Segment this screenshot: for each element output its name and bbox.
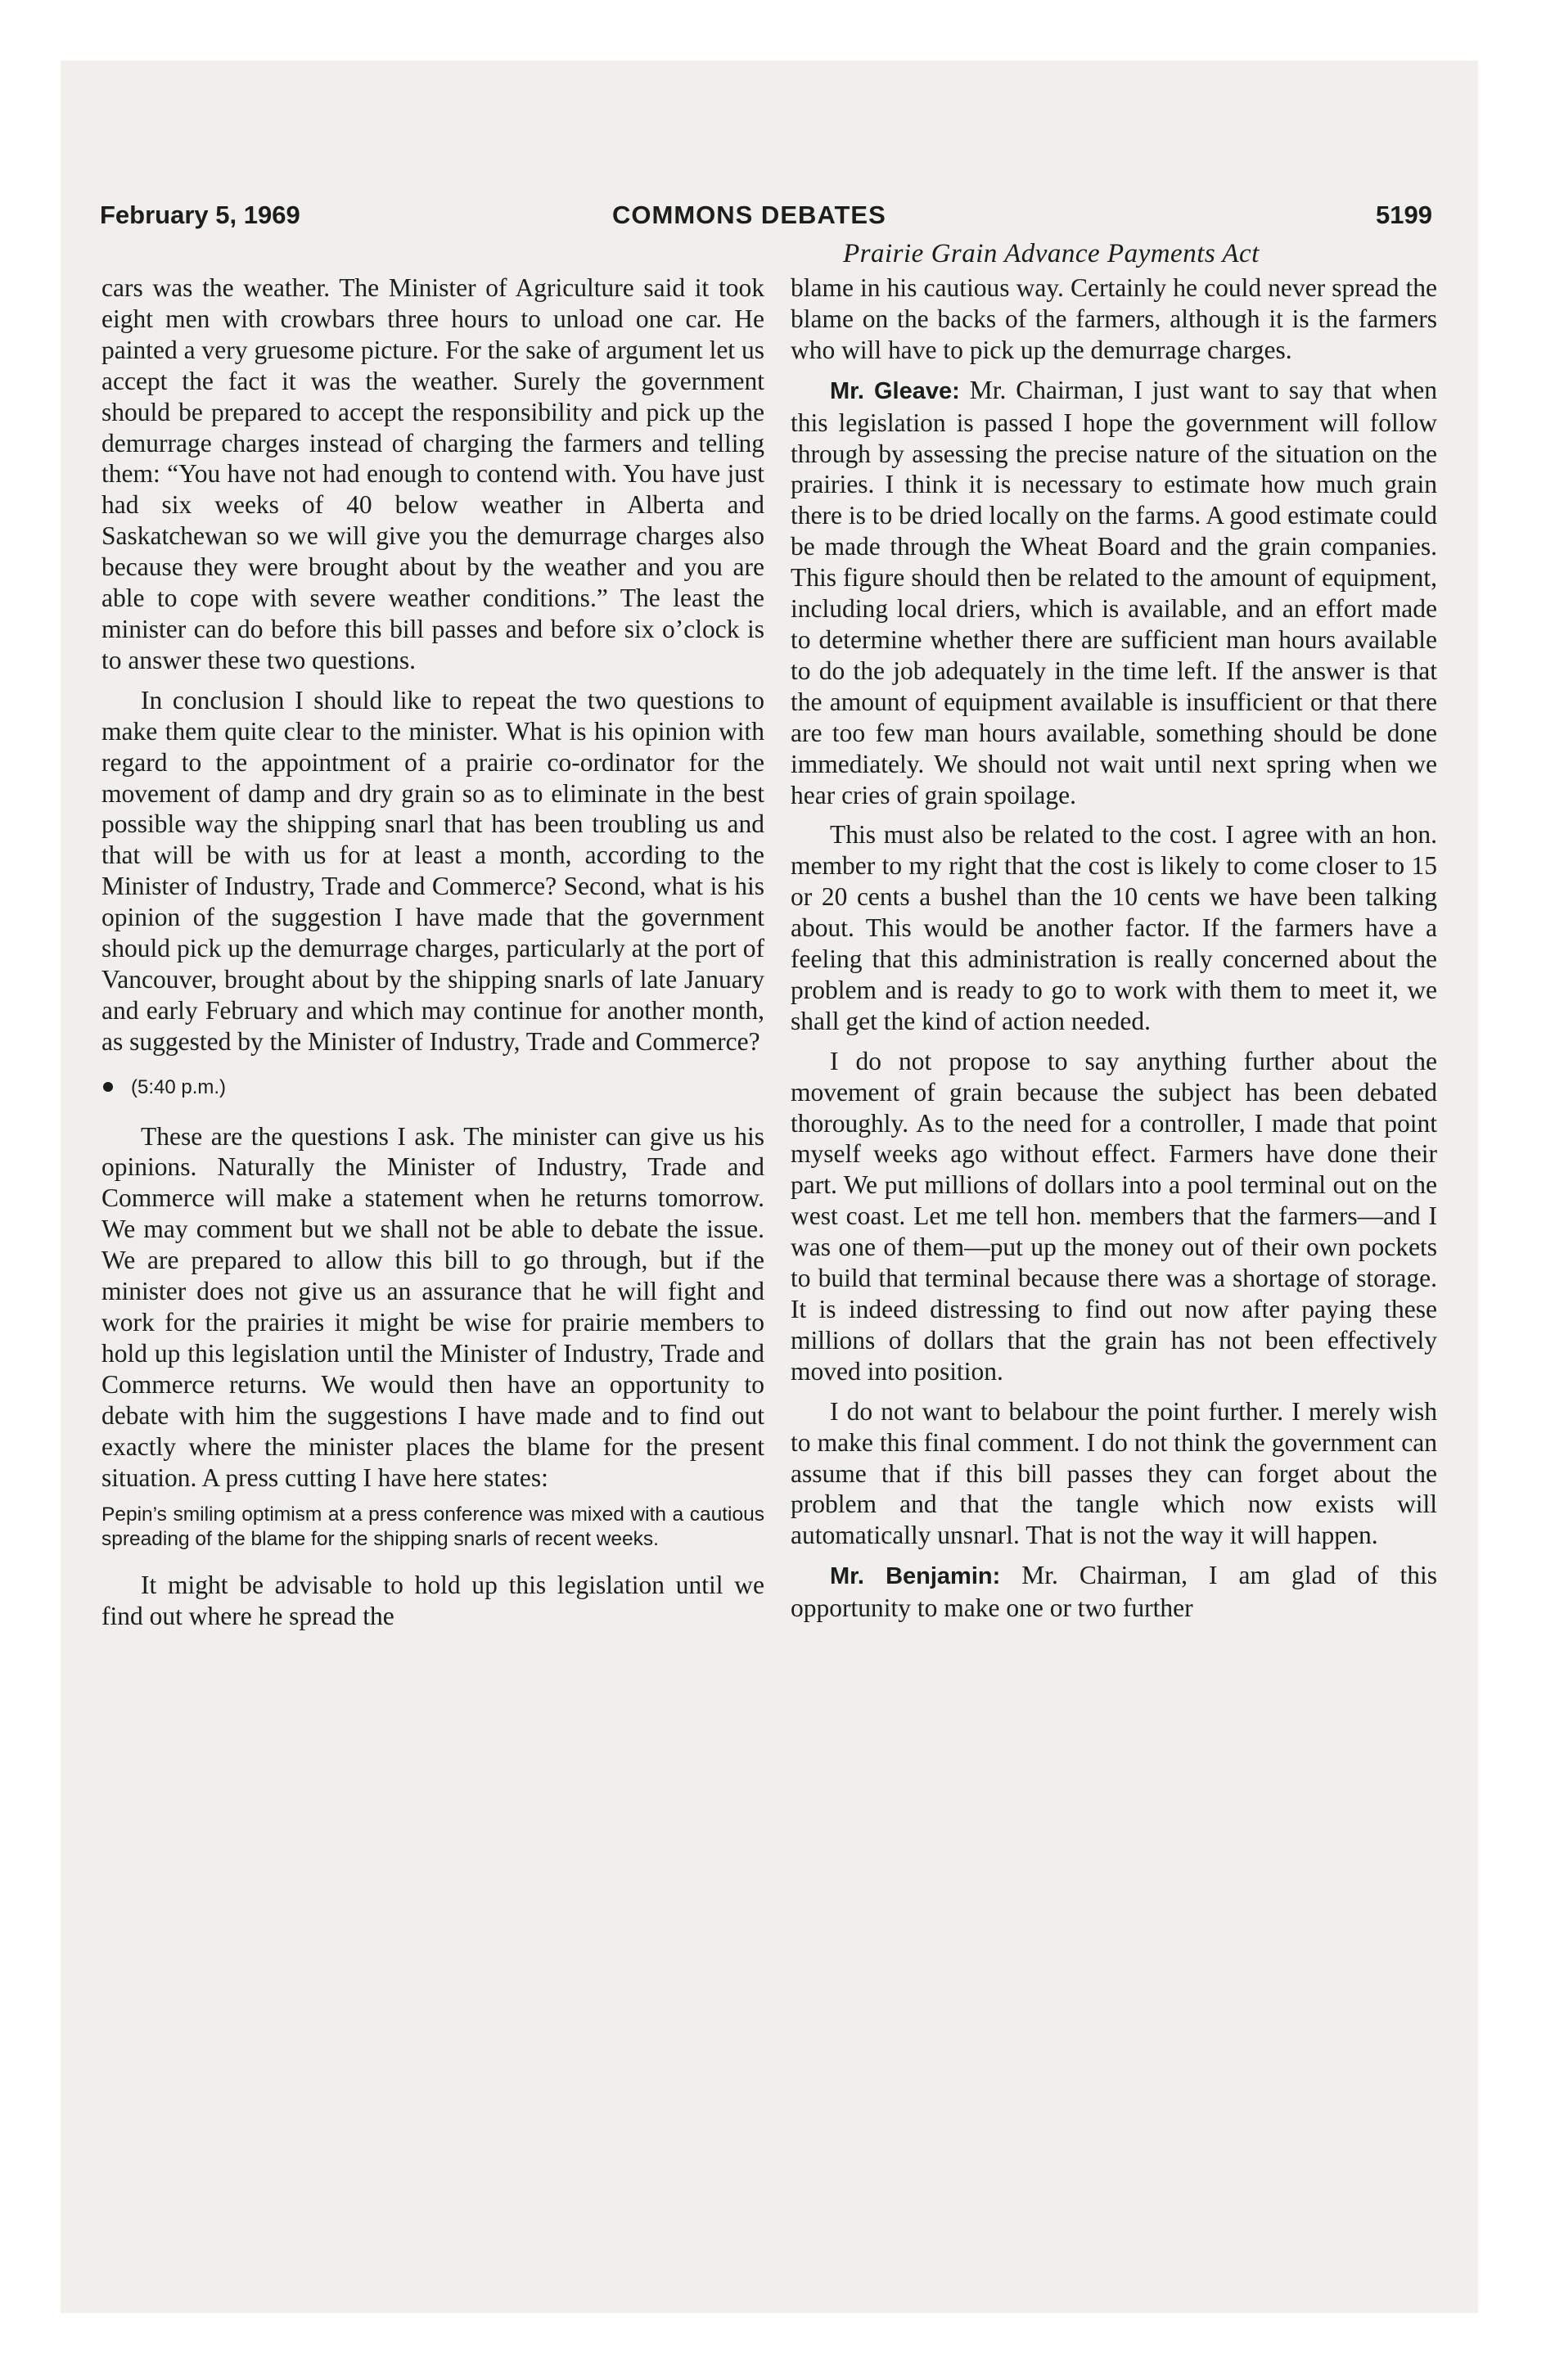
left-column — [101, 273, 764, 1641]
header-page-number: 5199 — [1376, 201, 1432, 229]
speech-paragraph — [791, 1560, 1437, 1624]
right-column — [791, 273, 1437, 1633]
paragraph: In conclusion I should like to repeat the two questions to make them quite clear to the minister. What is his opinion with regard to the appointment of a prairie co-ordinator for the movement of damp and dry grain so as to eliminate in the best possible way the shipping snarl that has been troubling us and that will be with us for at least a month, according to the Minister of Industry, Trade and Commerce? Second, what is his opinion of the suggestion I have made that the government should pick up the demurrage charges, particularly at the port of Vancouver, brought about by the shipping snarls of late January and early February and which may continue for another month, as suggested by the Minister of Industry, Trade and Commerce? — [101, 685, 764, 1056]
running-subject: Prairie Grain Advance Payments Act — [843, 239, 1260, 268]
speaker-name: Mr. Gleave: — [830, 377, 960, 404]
press-quote: Pepin’s smiling optimism at a press conference was mixed with a cautious spreading of the blame for the shipping snarls of recent weeks. — [101, 1503, 764, 1551]
page-header — [100, 199, 1432, 232]
paragraph: It might be advisable to hold up this legislation until we find out where he spread the — [101, 1571, 764, 1631]
header-date: February 5, 1969 — [100, 201, 300, 229]
paragraph: This must also be related to the cost. I agree with an hon. member to my right that the cost is likely to come closer to 15 or 20 cents a bushel than the 10 cents we have been talking about. This would be another factor. If the farmers have a feeling that this administration is really concerned about the problem and is ready to go to work with them to meet it, we shall get the kind of action needed. — [791, 820, 1437, 1035]
paragraph: I do not want to belabour the point further. I merely wish to make this final comment. I do not think the government can assume that if this bill passes they can forget about the problem and that the tangle which now exists will automatically unsnarl. That is not the way it will happen. — [791, 1396, 1437, 1550]
time-stamp: (5:40 p.m.) — [131, 1075, 227, 1098]
time-marker — [101, 1072, 764, 1103]
speech-paragraph — [791, 375, 1437, 811]
speech-text: Mr. Chairman, I just want to say that when this legislation is passed I hope the government will follow through by assessing the precise nature of the situation on the prairies. I think it is necessary to estimate how much grain there is to be dried locally on the farms. A good estimate could be made through the Wheat Board and the grain companies. This figure should then be related to the amount of equipment, including local driers, which is available, and an effort made to determine whether there are sufficient man hours available to do the job adequately in the time left. If the answer is that the amount of equipment available is insufficient or that there are too few man hours available, something should be done immediately. We should not wait until next spring when we hear cries of grain spoilage. — [791, 375, 1437, 809]
paragraph: I do not propose to say anything further about the movement of grain because the subject has been debated thoroughly. As to the need for a controller, I made that point myself weeks ago without effect. Farmers have done their part. We put millions of dollars into a pool terminal out on the west coast. Let me tell hon. members that the farmers—and I was one of them—put up the money out of their own pockets to build that terminal because there was a shortage of storage. It is indeed distressing to find out now after paying these millions of dollars that the grain has not been effectively moved into position. — [791, 1046, 1437, 1386]
speech-text: Mr. Chairman, I am glad of this opportunity to make one or two further — [791, 1561, 1438, 1623]
paragraph: blame in his cautious way. Certainly he could never spread the blame on the backs of the farmers, although it is the farmers who will have to pick up the demurrage charges. — [791, 273, 1437, 364]
bullet-icon — [103, 1082, 113, 1092]
paragraph: These are the questions I ask. The minister can give us his opinions. Naturally the Minister of Industry, Trade and Commerce will make a statement when he returns tomorrow. We may comment but we shall not be able to debate the issue. We are prepared to allow this bill to go through, but if the minister does not give us an assurance that he will fight and work for the prairies it might be wise for prairie members to hold up this legislation until the Minister of Industry, Trade and Commerce returns. We would then have an opportunity to debate with him the suggestions I have made and to find out exactly where the minister places the blame for the present situation. A press cutting I have here states: — [101, 1121, 764, 1492]
paragraph: cars was the weather. The Minister of Agriculture said it took eight men with crowbars three hours to unload one car. He painted a very gruesome picture. For the sake of argument let us accept the fact it was the weather. Surely the government should be prepared to accept the responsibility and pick up the demurrage charges instead of charging the farmers and telling them: “You have not had enough to contend with. You have just had six weeks of 40 below weather in Alberta and Saskatchewan so we will give you the demurrage charges also because they were brought about by the weather and you are able to cope with severe weather conditions.” The least the minister can do before this bill passes and before six o’clock is to answer these two questions. — [101, 273, 764, 674]
header-journal-title: COMMONS DEBATES — [612, 201, 886, 229]
speaker-name: Mr. Benjamin: — [830, 1563, 1001, 1590]
